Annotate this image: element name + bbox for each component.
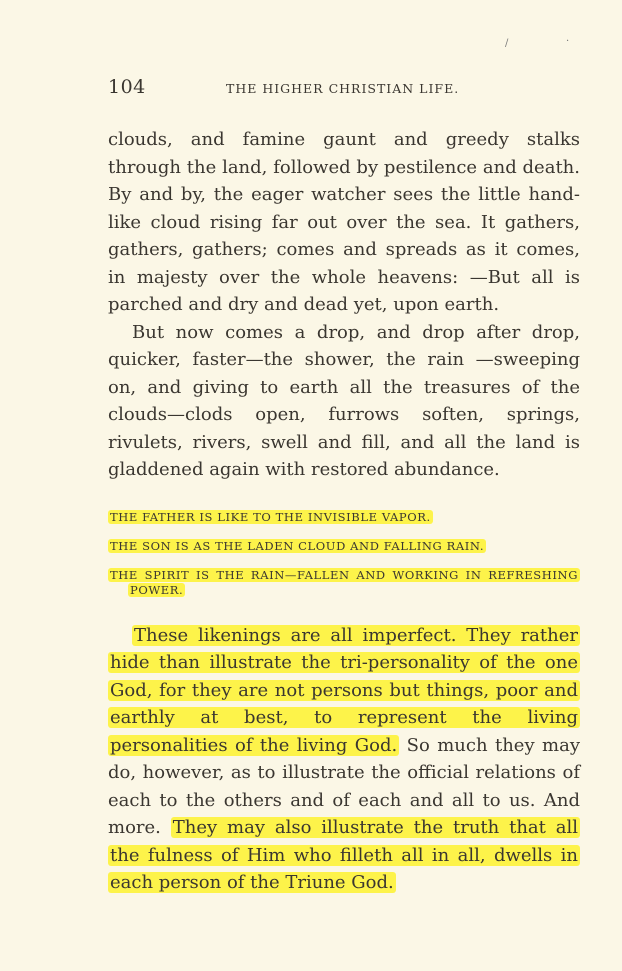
highlight: THE SON IS AS THE LADEN CLOUD AND FALLING RAIN. xyxy=(110,538,485,553)
highlight: THE FATHER IS LIKE TO THE INVISIBLE VAPOR. xyxy=(110,509,431,524)
highlight: They may also illustrate the truth that all the fulness of Him who filleth all in all, dwells in each person of the Triune God. xyxy=(110,817,578,893)
highlight: THE SPIRIT IS THE RAIN—FALLEN AND WORKING IN REFRESHING POWER. xyxy=(110,567,578,597)
statement-spirit xyxy=(108,568,580,598)
highlight: These likenings are all imperfect. They rather hide than illustrate the tri-personality of the one God, for they are not persons but things, poor and earthly at best, to represent the living personalities of the living God. xyxy=(110,624,578,756)
statement-son xyxy=(108,539,580,554)
speck-mark: · xyxy=(566,36,570,47)
paragraph-continuation: clouds, and famine gaunt and greedy stalks through the land, followed by pestilence and death. By and by, the eager watcher sees the little hand-like cloud rising far out over the sea. It gathers, gathers, gathers; comes and spreads as it comes, in majesty over the whole heavens: —But all is parched and dry and dead yet, upon earth. xyxy=(108,129,580,315)
page-body xyxy=(108,126,580,897)
paragraph-likenings xyxy=(108,622,580,897)
running-head: THE HIGHER CHRISTIAN LIFE. xyxy=(226,81,460,96)
page-header xyxy=(108,76,580,102)
statement-father xyxy=(108,510,580,525)
trinity-statements xyxy=(108,510,580,598)
speck-mark: / xyxy=(505,38,509,49)
paragraph-rain: But now comes a drop, and drop after drop, quicker, faster—the shower, the rain —sweeping on, and giving to earth all the treasures of the clouds—clods open, furrows soften, springs, rivulets, rivers, swell and fill, and all the land is gladdened again with restored abundance. xyxy=(108,321,580,480)
page-number: 104 xyxy=(108,76,146,98)
plain-text: So much they may do, however, as to illustrate the official relations of each to the others and of each and all to us. And more. xyxy=(108,734,580,838)
